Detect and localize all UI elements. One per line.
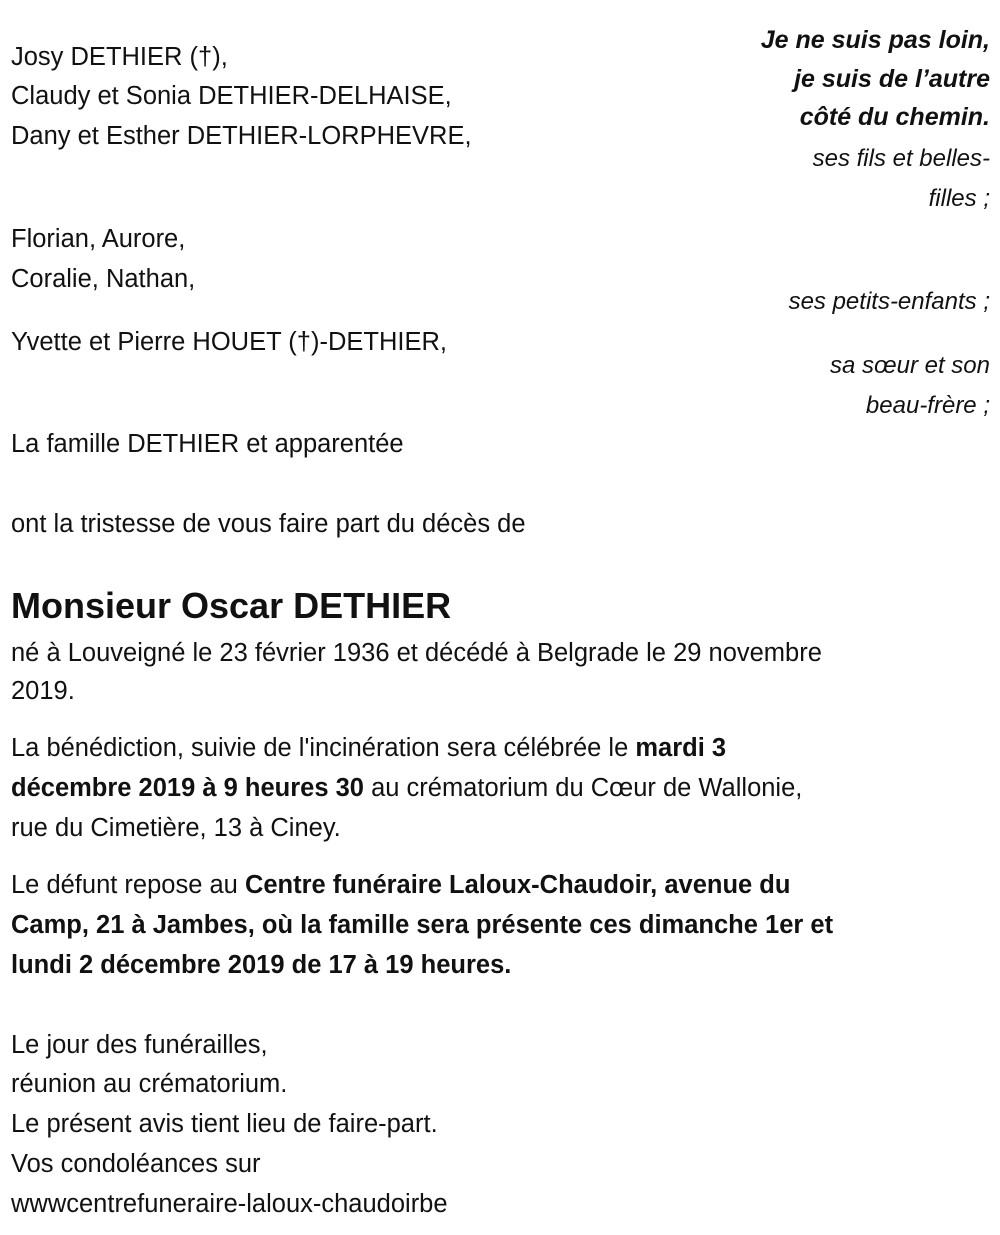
ceremony-line [11,768,802,808]
family-line: La famille DETHIER et apparentée [11,430,404,458]
closing-line: réunion au crématorium. [11,1070,288,1098]
ceremony-line [11,728,726,768]
family-line: Yvette et Pierre HOUET (†)-DETHIER, [11,328,447,356]
ceremony-line: rue du Cimetière, 13 à Ciney. [11,814,341,842]
visitation-place: Centre funéraire Laloux-Chaudoir, avenue du [244,871,791,899]
website-link[interactable]: wwwcentrefuneraire-laloux-chaudoirbe [11,1190,448,1218]
announcement: ont la tristesse de vous faire part du décès de [11,510,526,538]
family-line: Florian, Aurore, [11,225,186,253]
ceremony-text: La bénédiction, suivie de l'incinération sera célébrée le [11,734,636,762]
family-line: Claudy et Sonia DETHIER-DELHAISE, [11,82,452,110]
relation-grandchildren: ses petits-enfants ; [788,288,990,315]
family-line: Dany et Esther DETHIER-LORPHEVRE, [11,122,472,150]
visitation-line [11,905,833,945]
quote-line: côté du chemin. [799,103,990,131]
quote-line: je suis de l’autre [794,65,990,93]
visitation-text: Le défunt repose au [11,871,245,899]
visitation-line [11,865,790,905]
visitation-time: lundi 2 décembre 2019 de 17 à 19 heures. [11,951,512,979]
visitation-line [11,945,511,985]
closing-line: Le présent avis tient lieu de faire-part. [11,1110,438,1138]
ceremony-date: mardi 3 [635,734,727,762]
birth-death-line: 2019. [11,677,75,705]
relation-sister: sa sœur et son [829,352,990,379]
deceased-name: Monsieur Oscar DETHIER [11,585,452,626]
visitation-place: Camp, 21 à Jambes, où la famille sera présente ces dimanche 1er et [11,911,834,939]
quote-line: Je ne suis pas loin, [760,26,990,54]
relation-sons: filles ; [928,185,990,212]
family-line: Coralie, Nathan, [11,265,196,293]
closing-line: Le jour des funérailles, [11,1031,268,1059]
birth-death-line: né à Louveigné le 23 février 1936 et décédé à Belgrade le 29 novembre [11,639,822,667]
ceremony-text: au crématorium du Cœur de Wallonie, [363,774,803,802]
family-line: Josy DETHIER (†), [11,43,228,71]
closing-line: Vos condoléances sur [11,1150,261,1178]
relation-sister: beau-frère ; [865,392,990,419]
ceremony-date: décembre 2019 à 9 heures 30 [11,774,364,802]
relation-sons: ses fils et belles- [812,145,990,172]
